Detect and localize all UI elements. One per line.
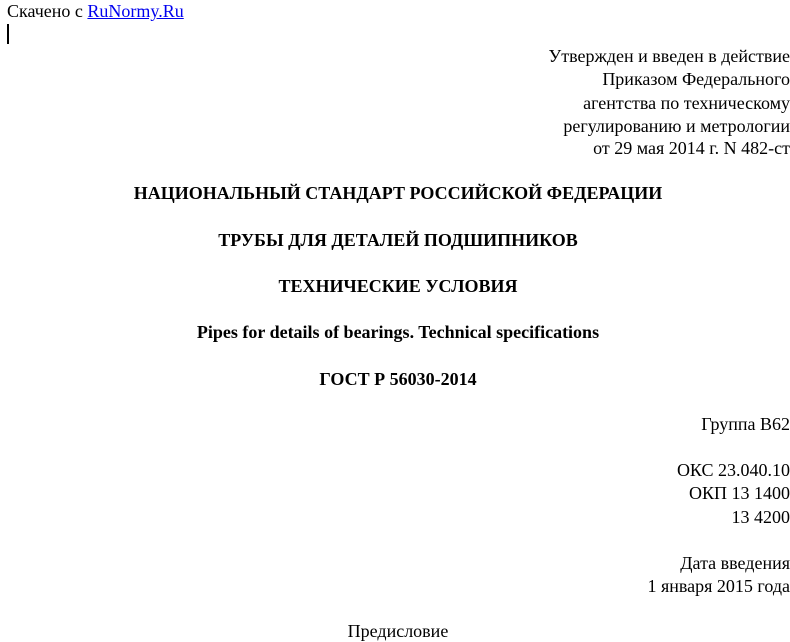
approval-line-4: регулированию и метрологии <box>563 115 790 137</box>
approval-line-5: от 29 мая 2014 г. N 482-ст <box>593 137 790 159</box>
approval-line-1: Утвержден и введен в действие <box>548 45 790 67</box>
source-line <box>7 0 184 22</box>
gost-number: ГОСТ Р 56030-2014 <box>0 368 790 390</box>
okp-code-2: 13 4200 <box>732 506 790 528</box>
english-title: Pipes for details of bearings. Technical specifications <box>0 321 790 343</box>
national-standard-heading: НАЦИОНАЛЬНЫЙ СТАНДАРТ РОССИЙСКОЙ ФЕДЕРАЦИИ <box>0 182 790 204</box>
source-prefix: Скачено с <box>7 1 87 21</box>
okp-code-1: ОКП 13 1400 <box>689 482 790 504</box>
introduction-label: Дата введения <box>680 552 790 574</box>
text-cursor <box>7 24 9 44</box>
introduction-date: 1 января 2015 года <box>647 575 790 597</box>
group-code: Группа В62 <box>701 413 790 435</box>
source-link[interactable]: RuNormy.Ru <box>87 1 183 21</box>
approval-line-2: Приказом Федерального <box>602 68 790 90</box>
oks-code: ОКС 23.040.10 <box>677 459 790 481</box>
approval-line-3: агентства по техническому <box>583 92 790 114</box>
document-title: ТРУБЫ ДЛЯ ДЕТАЛЕЙ ПОДШИПНИКОВ <box>0 229 790 251</box>
document-subtitle: ТЕХНИЧЕСКИЕ УСЛОВИЯ <box>0 275 790 297</box>
foreword-heading: Предисловие <box>0 620 790 642</box>
